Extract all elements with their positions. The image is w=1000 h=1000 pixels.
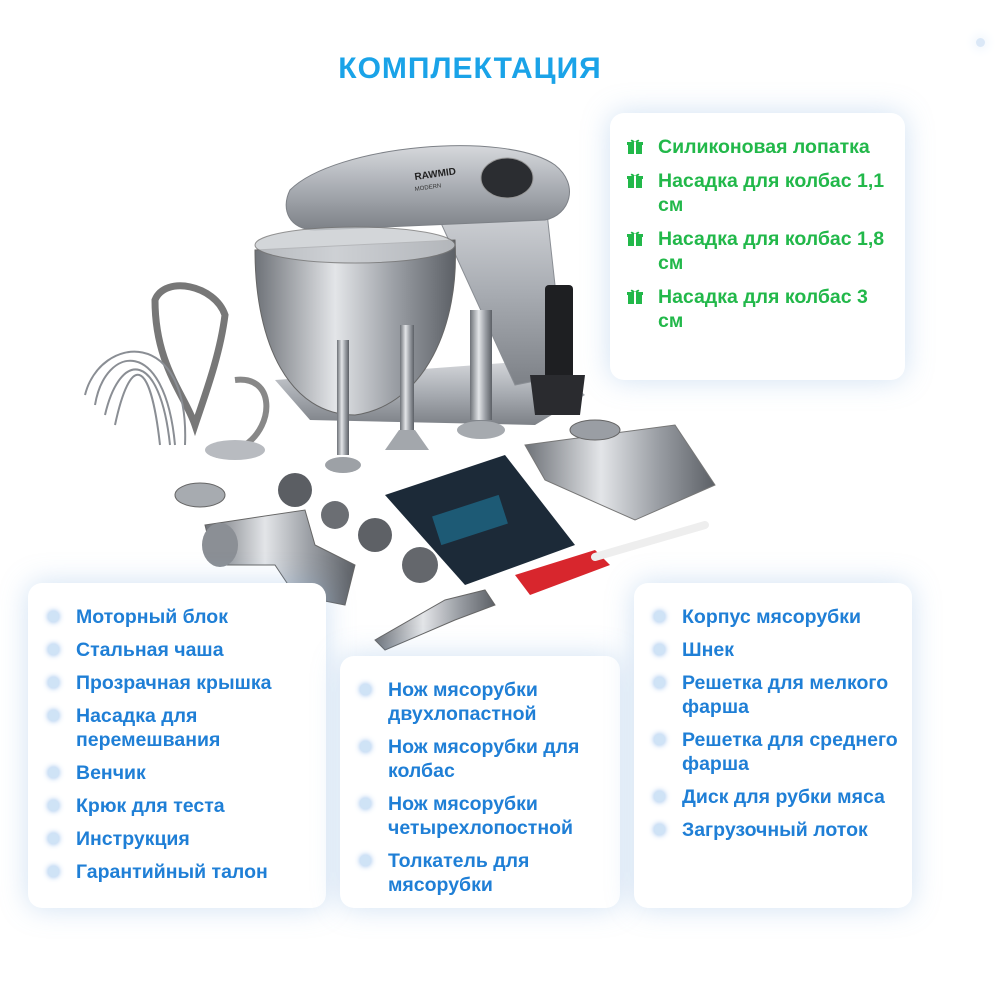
list-item — [652, 638, 906, 662]
list-item — [358, 792, 614, 840]
bullet-dot-icon — [654, 791, 665, 802]
gifts-list — [626, 135, 891, 333]
contents-card-middle — [340, 656, 620, 908]
list-item — [652, 785, 906, 809]
list-item — [652, 605, 906, 629]
gift-label: Насадка для колбас 3 см — [658, 286, 868, 332]
gift-label: Насадка для колбас 1,1 см — [658, 170, 885, 216]
list-item — [626, 285, 891, 333]
item-label: Нож мясорубки четырехлопостной — [388, 793, 574, 839]
gift-icon — [626, 229, 644, 247]
list-item — [652, 818, 906, 842]
list-item — [626, 169, 891, 217]
item-label: Нож мясорубки для колбас — [388, 736, 580, 782]
bullet-dot-icon — [48, 800, 59, 811]
decorative-dot — [976, 38, 985, 47]
list-item — [46, 827, 318, 851]
item-label: Загрузочный лоток — [682, 819, 868, 841]
bullet-dot-icon — [654, 734, 665, 745]
bullet-dot-icon — [360, 855, 371, 866]
item-label: Корпус мясорубки — [682, 606, 861, 628]
item-label: Стальная чаша — [76, 639, 224, 661]
list-item — [46, 794, 318, 818]
item-label: Шнек — [682, 639, 734, 661]
contents-card-right — [634, 583, 912, 908]
gift-icon — [626, 137, 644, 155]
list-item — [46, 671, 318, 695]
item-label: Диск для рубки мяса — [682, 786, 885, 808]
page-title: КОМПЛЕКТАЦИЯ — [338, 52, 602, 85]
list-item — [358, 678, 614, 726]
item-label: Решетка для мелкого фарша — [682, 672, 889, 718]
contents-list-middle — [358, 678, 614, 897]
model-label: MODERN — [414, 183, 442, 193]
contents-card-left — [28, 583, 326, 908]
gift-icon — [626, 171, 644, 189]
list-item — [652, 728, 906, 776]
bullet-dot-icon — [654, 644, 665, 655]
item-label: Гарантийный талон — [76, 861, 268, 883]
gift-label: Силиконовая лопатка — [658, 136, 870, 158]
item-label: Прозрачная крышка — [76, 672, 272, 694]
contents-list-right — [652, 605, 906, 842]
gift-icon — [626, 287, 644, 305]
item-label: Решетка для среднего фарша — [682, 729, 898, 775]
bullet-dot-icon — [654, 824, 665, 835]
bullet-dot-icon — [360, 741, 371, 752]
item-label: Крюк для теста — [76, 795, 225, 817]
bullet-dot-icon — [48, 833, 59, 844]
bullet-dot-icon — [654, 677, 665, 688]
list-item — [46, 638, 318, 662]
bullet-dot-icon — [360, 798, 371, 809]
gift-label: Насадка для колбас 1,8 см — [658, 228, 885, 274]
bullet-dot-icon — [48, 767, 59, 778]
list-item — [626, 227, 891, 275]
gifts-card — [610, 113, 905, 380]
list-item — [46, 761, 318, 785]
bullet-dot-icon — [48, 677, 59, 688]
list-item — [46, 704, 318, 752]
brand-label: RAWMID — [413, 166, 457, 183]
item-label: Инструкция — [76, 828, 190, 850]
bullet-dot-icon — [48, 644, 59, 655]
list-item — [46, 605, 318, 629]
bullet-dot-icon — [654, 611, 665, 622]
list-item — [358, 735, 614, 783]
list-item — [358, 849, 614, 897]
bullet-dot-icon — [48, 710, 59, 721]
item-label: Насадка для перемешвания — [76, 705, 221, 751]
bullet-dot-icon — [48, 611, 59, 622]
item-label: Венчик — [76, 762, 146, 784]
contents-list-left — [46, 605, 318, 884]
bullet-dot-icon — [48, 866, 59, 877]
bullet-dot-icon — [360, 684, 371, 695]
list-item — [652, 671, 906, 719]
list-item — [46, 860, 318, 884]
item-label: Толкатель для мясорубки — [388, 850, 530, 896]
item-label: Нож мясорубки двухлопастной — [388, 679, 538, 725]
item-label: Моторный блок — [76, 606, 228, 628]
list-item — [626, 135, 891, 159]
